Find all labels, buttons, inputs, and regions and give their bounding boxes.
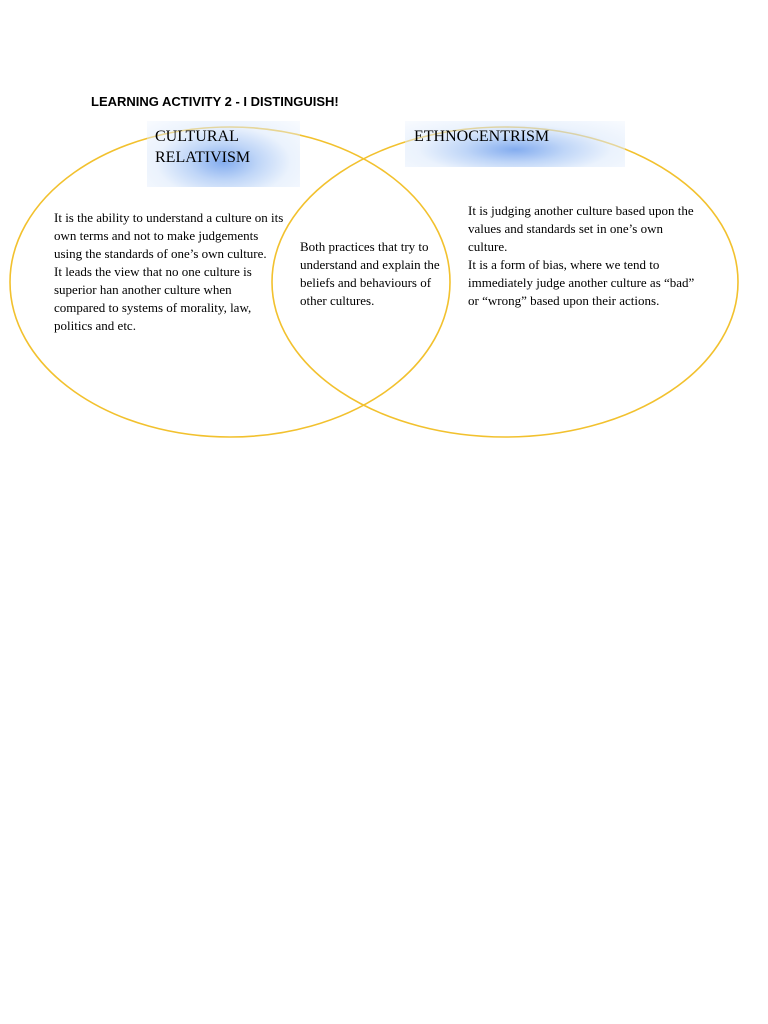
cultural-relativism-label-line2: RELATIVISM <box>155 149 251 166</box>
cultural-relativism-paragraph-2: It leads the view that no one culture is superior han another culture when compared to systems of morality, law, politics and etc. <box>54 264 252 333</box>
cultural-relativism-label <box>147 121 300 187</box>
activity-title: LEARNING ACTIVITY 2 - I DISTINGUISH! <box>91 94 339 109</box>
intersection-paragraph: Both practices that try to understand and explain the beliefs and behaviours of other cultures. <box>300 239 440 308</box>
cultural-relativism-label-line1: CULTURAL <box>155 128 239 145</box>
ethnocentrism-paragraph-2: It is a form of bias, where we tend to immediately judge another culture as “bad” or “wrong” based upon their actions. <box>468 257 695 308</box>
ethnocentrism-description <box>468 202 696 310</box>
ethnocentrism-label <box>405 121 625 167</box>
intersection-description <box>300 238 445 310</box>
ethnocentrism-paragraph-1: It is judging another culture based upon the values and standards set in one’s own culture. <box>468 203 694 254</box>
cultural-relativism-paragraph-1: It is the ability to understand a culture on its own terms and not to make judgements using the standards of one’s own culture. <box>54 210 284 261</box>
ethnocentrism-label-text: ETHNOCENTRISM <box>414 128 550 145</box>
cultural-relativism-description <box>54 209 286 335</box>
